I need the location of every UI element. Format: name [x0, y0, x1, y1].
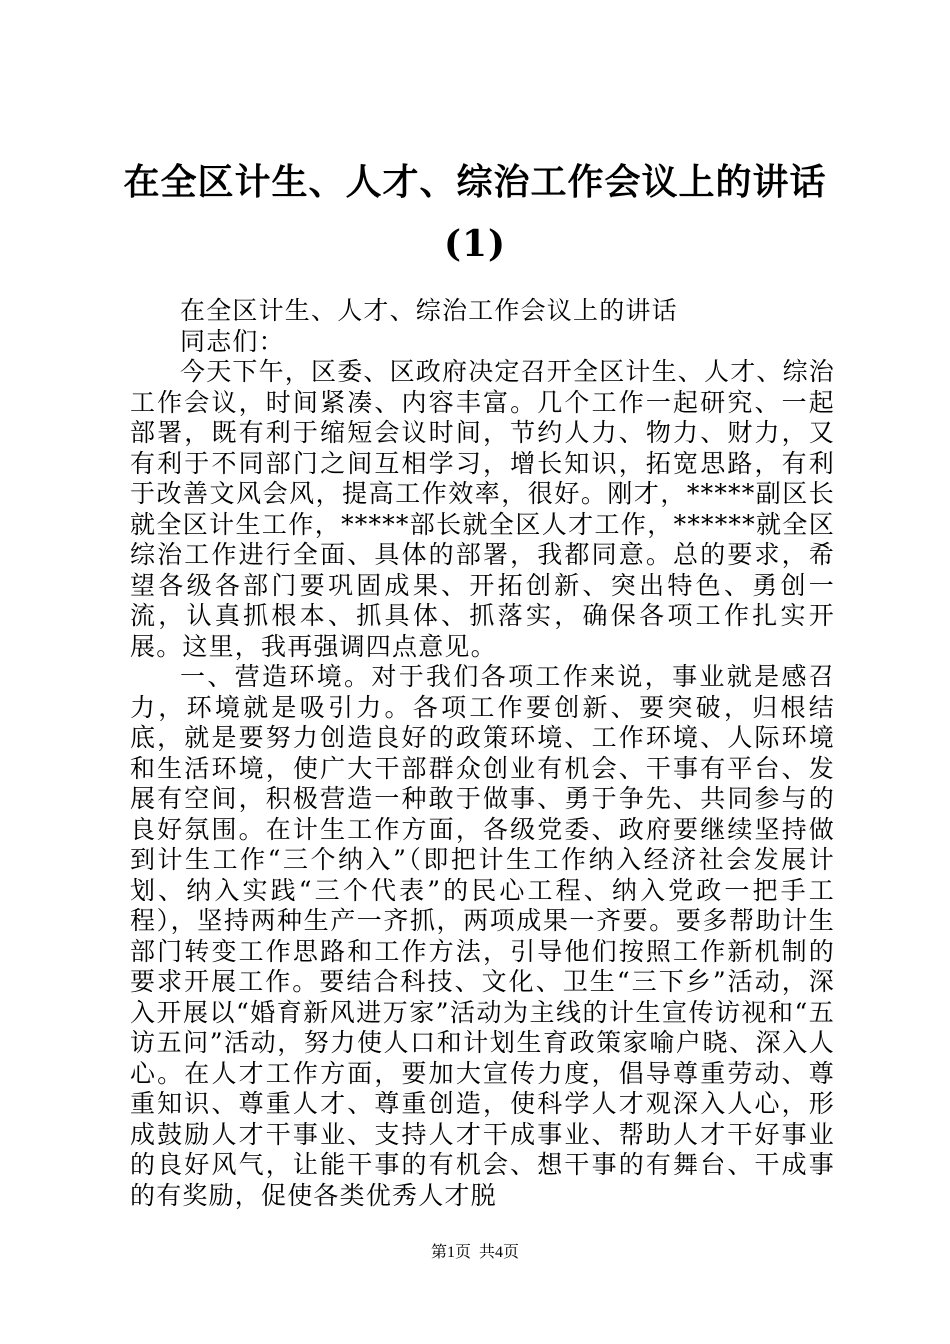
page-total: 共4页 — [479, 1244, 520, 1261]
paragraph-section-one: 一、营造环境。对于我们各项工作来说，事业就是感召力，环境就是吸引力。各项工作要创新、要突破，归根结底，就是要努力创造良好的政策环境、工作环境、人际环境和生活环境，使广大干部群众创业有机会、干事有平台、发展有空间，积极营造一种敢于做事、勇于争先、共同参与的良好氛围。在计生工作方面，各级党委、政府要继续坚持做到计生工作“三个纳入”（即把计生工作纳入经济社会发展计划、纳入实践“三个代表”的民心工程、纳入党政一把手工程），坚持两种生产一齐抓，两项成果一齐要。要多帮助计生部门转变工作思路和工作方法，引导他们按照工作新机制的要求开展工作。要结合科技、文化、卫生“三下乡”活动，深入开展以“婚育新风进万家”活动为主线的计生宣传访视和“五访五问”活动，努力使人口和计划生育政策家喻户晓、深入人心。在人才工作方面，要加大宣传力度，倡导尊重劳动、尊重知识、尊重人才、尊重创造，使科学人才观深入人心，形成鼓励人才干事业、支持人才干成事业、帮助人才干好事业的良好风气，让能干事的有机会、想干事的有舞台、干成事的有奖励，促使各类优秀人才脱 — [130, 662, 835, 1210]
document-body — [130, 296, 835, 1211]
paragraph-intro: 今天下午，区委、区政府决定召开全区计生、人才、综治工作会议，时间紧凑、内容丰富。几个工作一起研究、一起部署，既有利于缩短会议时间，节约人力、物力、财力，又有利于不同部门之间互相学习，增长知识，拓宽思路，有利于改善文风会风，提高工作效率，很好。刚才，*****副区长就全区计生工作，*****部长就全区人才工作，******就全区综治工作进行全面、具体的部署，我都同意。总的要求，希望各级各部门要巩固成果、开拓创新、突出特色、勇创一流，认真抓根本、抓具体、抓落实，确保各项工作扎实开展。这里，我再强调四点意见。 — [130, 357, 836, 661]
page-number: 第1页 — [430, 1244, 471, 1261]
document-title-suffix: (1) — [443, 223, 507, 265]
page-footer — [0, 1243, 950, 1263]
subtitle: 在全区计生、人才、综治工作会议上的讲话 — [180, 296, 678, 325]
document-title: 在全区计生、人才、综治工作会议上的讲话 — [123, 161, 827, 203]
salutation: 同志们： — [180, 326, 285, 356]
